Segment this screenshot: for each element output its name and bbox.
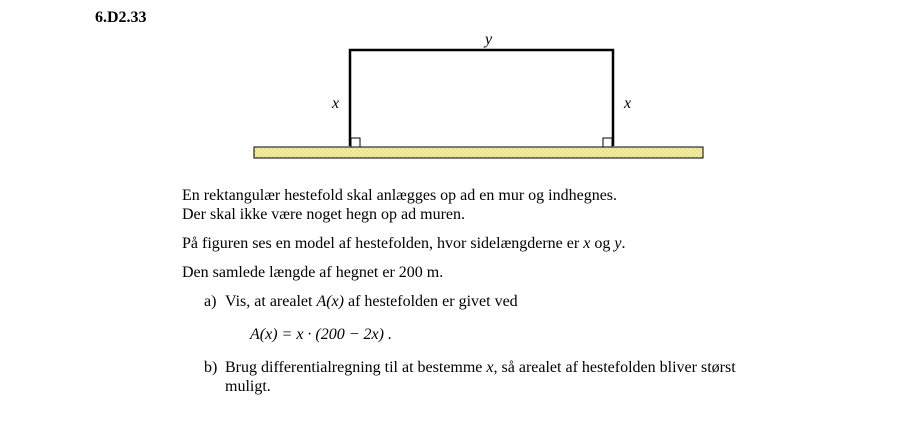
intro-line-3-y: y	[614, 235, 622, 252]
intro-line-4: Den samlede længde af hegnet er 200 m.	[182, 264, 444, 281]
formula-rhs: = x · (200 − 2x) .	[277, 326, 392, 343]
label-top-y: y	[485, 31, 493, 48]
label-right-x: x	[624, 95, 632, 112]
part-b-text-line-2: muligt.	[225, 378, 271, 395]
part-b-label: b)	[204, 359, 218, 376]
part-a-label: a)	[204, 293, 217, 310]
intro-line-3-x: x	[583, 235, 591, 252]
intro-line-3	[182, 234, 625, 253]
area-formula	[250, 325, 392, 344]
fence	[350, 50, 613, 146]
part-b-text-pre: Brug differentialregning til at bestemme	[225, 359, 487, 376]
problem-id: 6.D2.33	[95, 9, 147, 26]
right-angle-left	[351, 138, 360, 147]
intro-line-3-mid: og	[590, 235, 615, 252]
formula-lhs: A(x)	[250, 326, 278, 343]
fence-diagram	[0, 0, 910, 175]
part-b-text	[225, 358, 736, 377]
part-a-func: A(x)	[316, 293, 344, 310]
right-angle-right	[603, 138, 612, 147]
intro-line-2: Der skal ikke være noget hegn op ad muren.	[182, 206, 466, 223]
intro-line-1: En rektangulær hestefold skal anlægges op ad en mur og indhegnes.	[182, 187, 618, 204]
wall	[254, 147, 703, 158]
part-a-text-pre: Vis, at arealet	[225, 293, 317, 310]
part-a-text	[225, 292, 518, 311]
part-b-text-post: , så arealet af hestefolden bliver størst	[493, 359, 736, 376]
intro-line-3-pre: På figuren ses en model af hestefolden, hvor sidelængderne er	[182, 235, 584, 252]
label-left-x: x	[332, 95, 340, 112]
intro-line-3-post: .	[621, 235, 626, 252]
part-a-text-post: af hestefolden er givet ved	[343, 293, 518, 310]
part-b-var: x	[486, 359, 494, 376]
